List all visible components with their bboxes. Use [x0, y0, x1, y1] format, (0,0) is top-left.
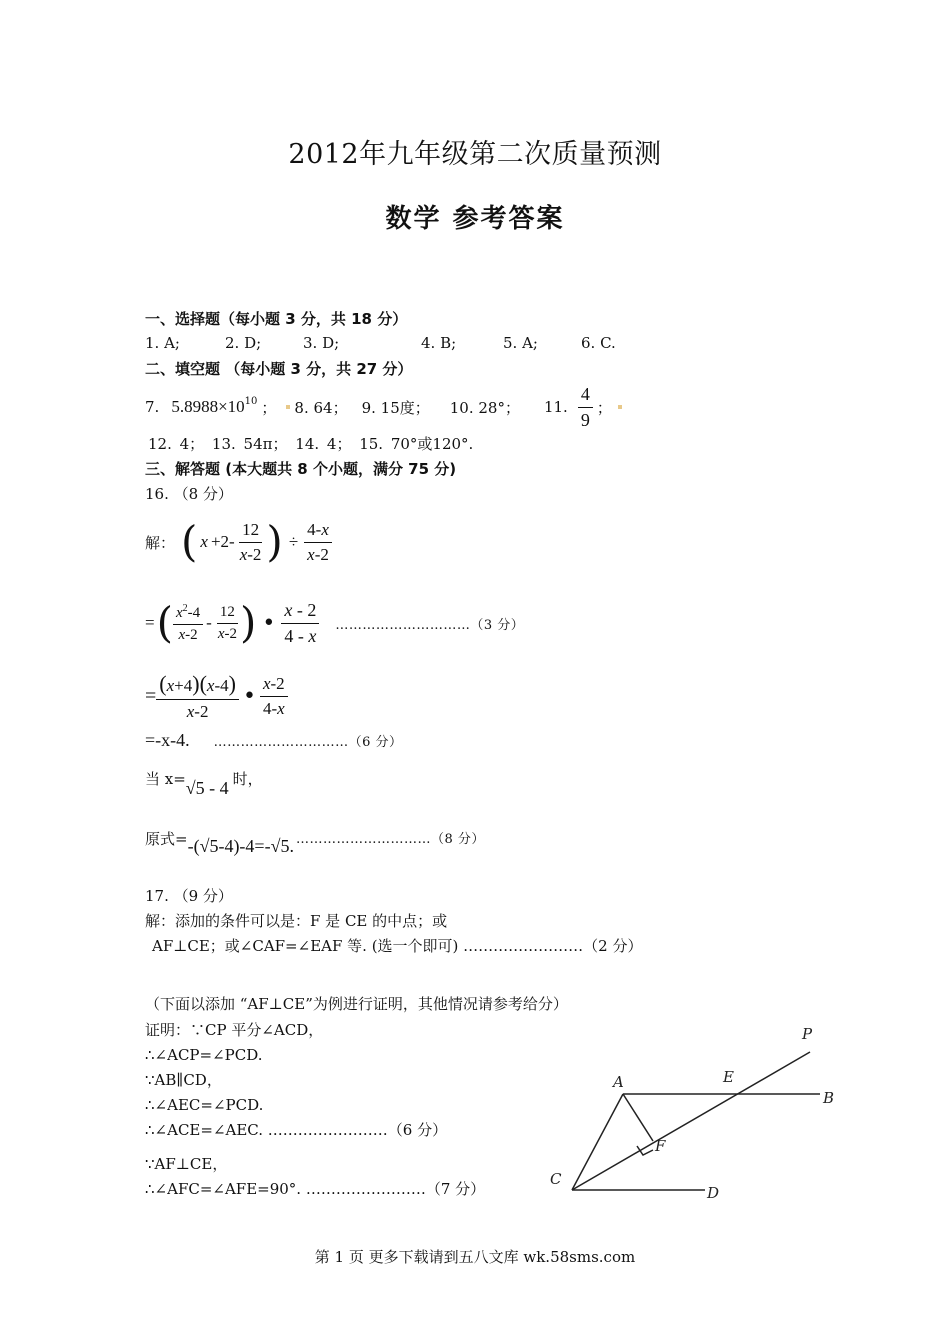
- page-subtitle: 数学 参考答案: [385, 204, 565, 234]
- fill-answers-line1: 7. 5.8988×10 $^{10}$ ； 8. 64； 9. 15度； 10. 28°； 11. $\frac{4}{9}$ ；: [145, 384, 622, 430]
- q10-answer: 10. 28°；: [449, 398, 520, 417]
- label-b: B: [823, 1089, 835, 1107]
- line-cp: [572, 1052, 810, 1190]
- q16-step3: [145, 730, 403, 751]
- label-a: A: [613, 1073, 624, 1091]
- q16-original: [145, 828, 485, 862]
- small-mark: [618, 405, 622, 409]
- q16-step2: = $\frac{(x+4)(x-4)}{x-2}$ • $\frac{x-2}{4-x}$: [145, 668, 288, 724]
- q17-header: 17. （9 分）: [145, 887, 233, 905]
- q11-numerator: 4: [578, 384, 593, 408]
- q16-original-score: …………………………（8 分）: [295, 832, 485, 847]
- q7-value: 5.8988×10: [171, 397, 245, 416]
- q16-original-label: 原式=: [145, 830, 188, 848]
- q16-result: =-x-4.: [145, 730, 190, 750]
- page-footer: 第 1 页 更多下载请到五八文库 wk.58sms.com: [314, 1248, 636, 1266]
- fill-answers-line2: 12. 4； 13. 54π； 14. 4； 15. 70°或120°.: [148, 435, 474, 453]
- proof-line: ∴∠AEC=∠PCD.: [145, 1096, 264, 1114]
- q7-label: 7.: [145, 398, 160, 416]
- label-p: P: [802, 1025, 813, 1043]
- choice-answers: [145, 334, 616, 352]
- proof-line: ∵AB∥CD，: [145, 1071, 222, 1089]
- q16-when: [145, 768, 263, 802]
- q16-header: 16. （8 分）: [145, 485, 233, 503]
- geometry-figure: [540, 1015, 850, 1215]
- answer-4: 4. B;: [421, 334, 457, 352]
- section-heading-solve: 三、解答题 (本大题共 8 个小题，满分 75 分): [145, 460, 457, 478]
- section-heading-choice: 一、选择题（每小题 3 分，共 18 分）: [145, 310, 408, 328]
- q16-original-expression: -(√5-4)-4=-√5.: [187, 836, 294, 856]
- label-d: D: [707, 1184, 720, 1202]
- q17-line2: AF⊥CE；或∠CAF=∠EAF 等. (选一个即可) ……………………（2 分）: [152, 937, 643, 955]
- q16-step1-score: …………………………（3 分）: [335, 617, 525, 633]
- answer-5: 5. A;: [503, 334, 538, 352]
- label-c: C: [550, 1170, 562, 1188]
- small-mark: [286, 405, 290, 409]
- q11-fraction: [578, 384, 593, 431]
- proof-line: ∴∠ACP=∠PCD.: [145, 1046, 263, 1064]
- q16-step3-score: …………………………（6 分）: [213, 735, 403, 750]
- proof-line: ∴∠ACE=∠AEC. ……………………（6 分）: [145, 1121, 448, 1139]
- line-af: [623, 1094, 653, 1141]
- proof-line: ∴∠AFC=∠AFE=90°. ……………………（7 分）: [145, 1180, 486, 1198]
- q16-step1: = ( $\frac{x^2-4}{x-2}$ - $\frac{12}{x-2}$ ) • $\frac{x - 2}{4 - x}$ …………………………（3 分）: [145, 598, 525, 647]
- q17-line1: 解：添加的条件可以是：F 是 CE 的中点；或: [145, 912, 448, 930]
- proof-line: 证明：∵CP 平分∠ACD，: [145, 1021, 324, 1039]
- answer-6: 6. C.: [581, 334, 616, 352]
- q8-answer: 8. 64；: [294, 398, 348, 417]
- label-f: F: [655, 1137, 666, 1155]
- q11-denominator: 9: [580, 409, 590, 430]
- q16-solution-label: 解：: [145, 533, 176, 552]
- label-e: E: [723, 1068, 734, 1086]
- q11-label: 11.: [543, 398, 568, 416]
- answer-1: 1. A;: [145, 334, 180, 352]
- q17-note: （下面以添加 “AF⊥CE”为例进行证明，其他情况请参考给分）: [145, 995, 568, 1013]
- q7-exponent: 10: [244, 395, 258, 407]
- q16-expression: 解： ( x +2- $\frac{12}{x-2}$ ) ÷ $\frac{4-x}{x-2}$: [145, 512, 332, 572]
- answer-2: 2. D;: [225, 334, 262, 352]
- answer-3: 3. D;: [303, 334, 340, 352]
- proof-line: ∵AF⊥CE，: [145, 1155, 228, 1173]
- q16-when-tail: 时，: [232, 770, 263, 788]
- q9-answer: 9. 15度；: [361, 398, 430, 417]
- page-title: 2012年九年级第二次质量预测: [288, 139, 662, 170]
- section-heading-fill: 二、填空题 （每小题 3 分，共 27 分）: [145, 360, 413, 378]
- q16-when-value: √5 - 4: [185, 778, 229, 798]
- q16-when-label: 当 x=: [145, 770, 186, 788]
- q17-proof: [145, 1018, 485, 1202]
